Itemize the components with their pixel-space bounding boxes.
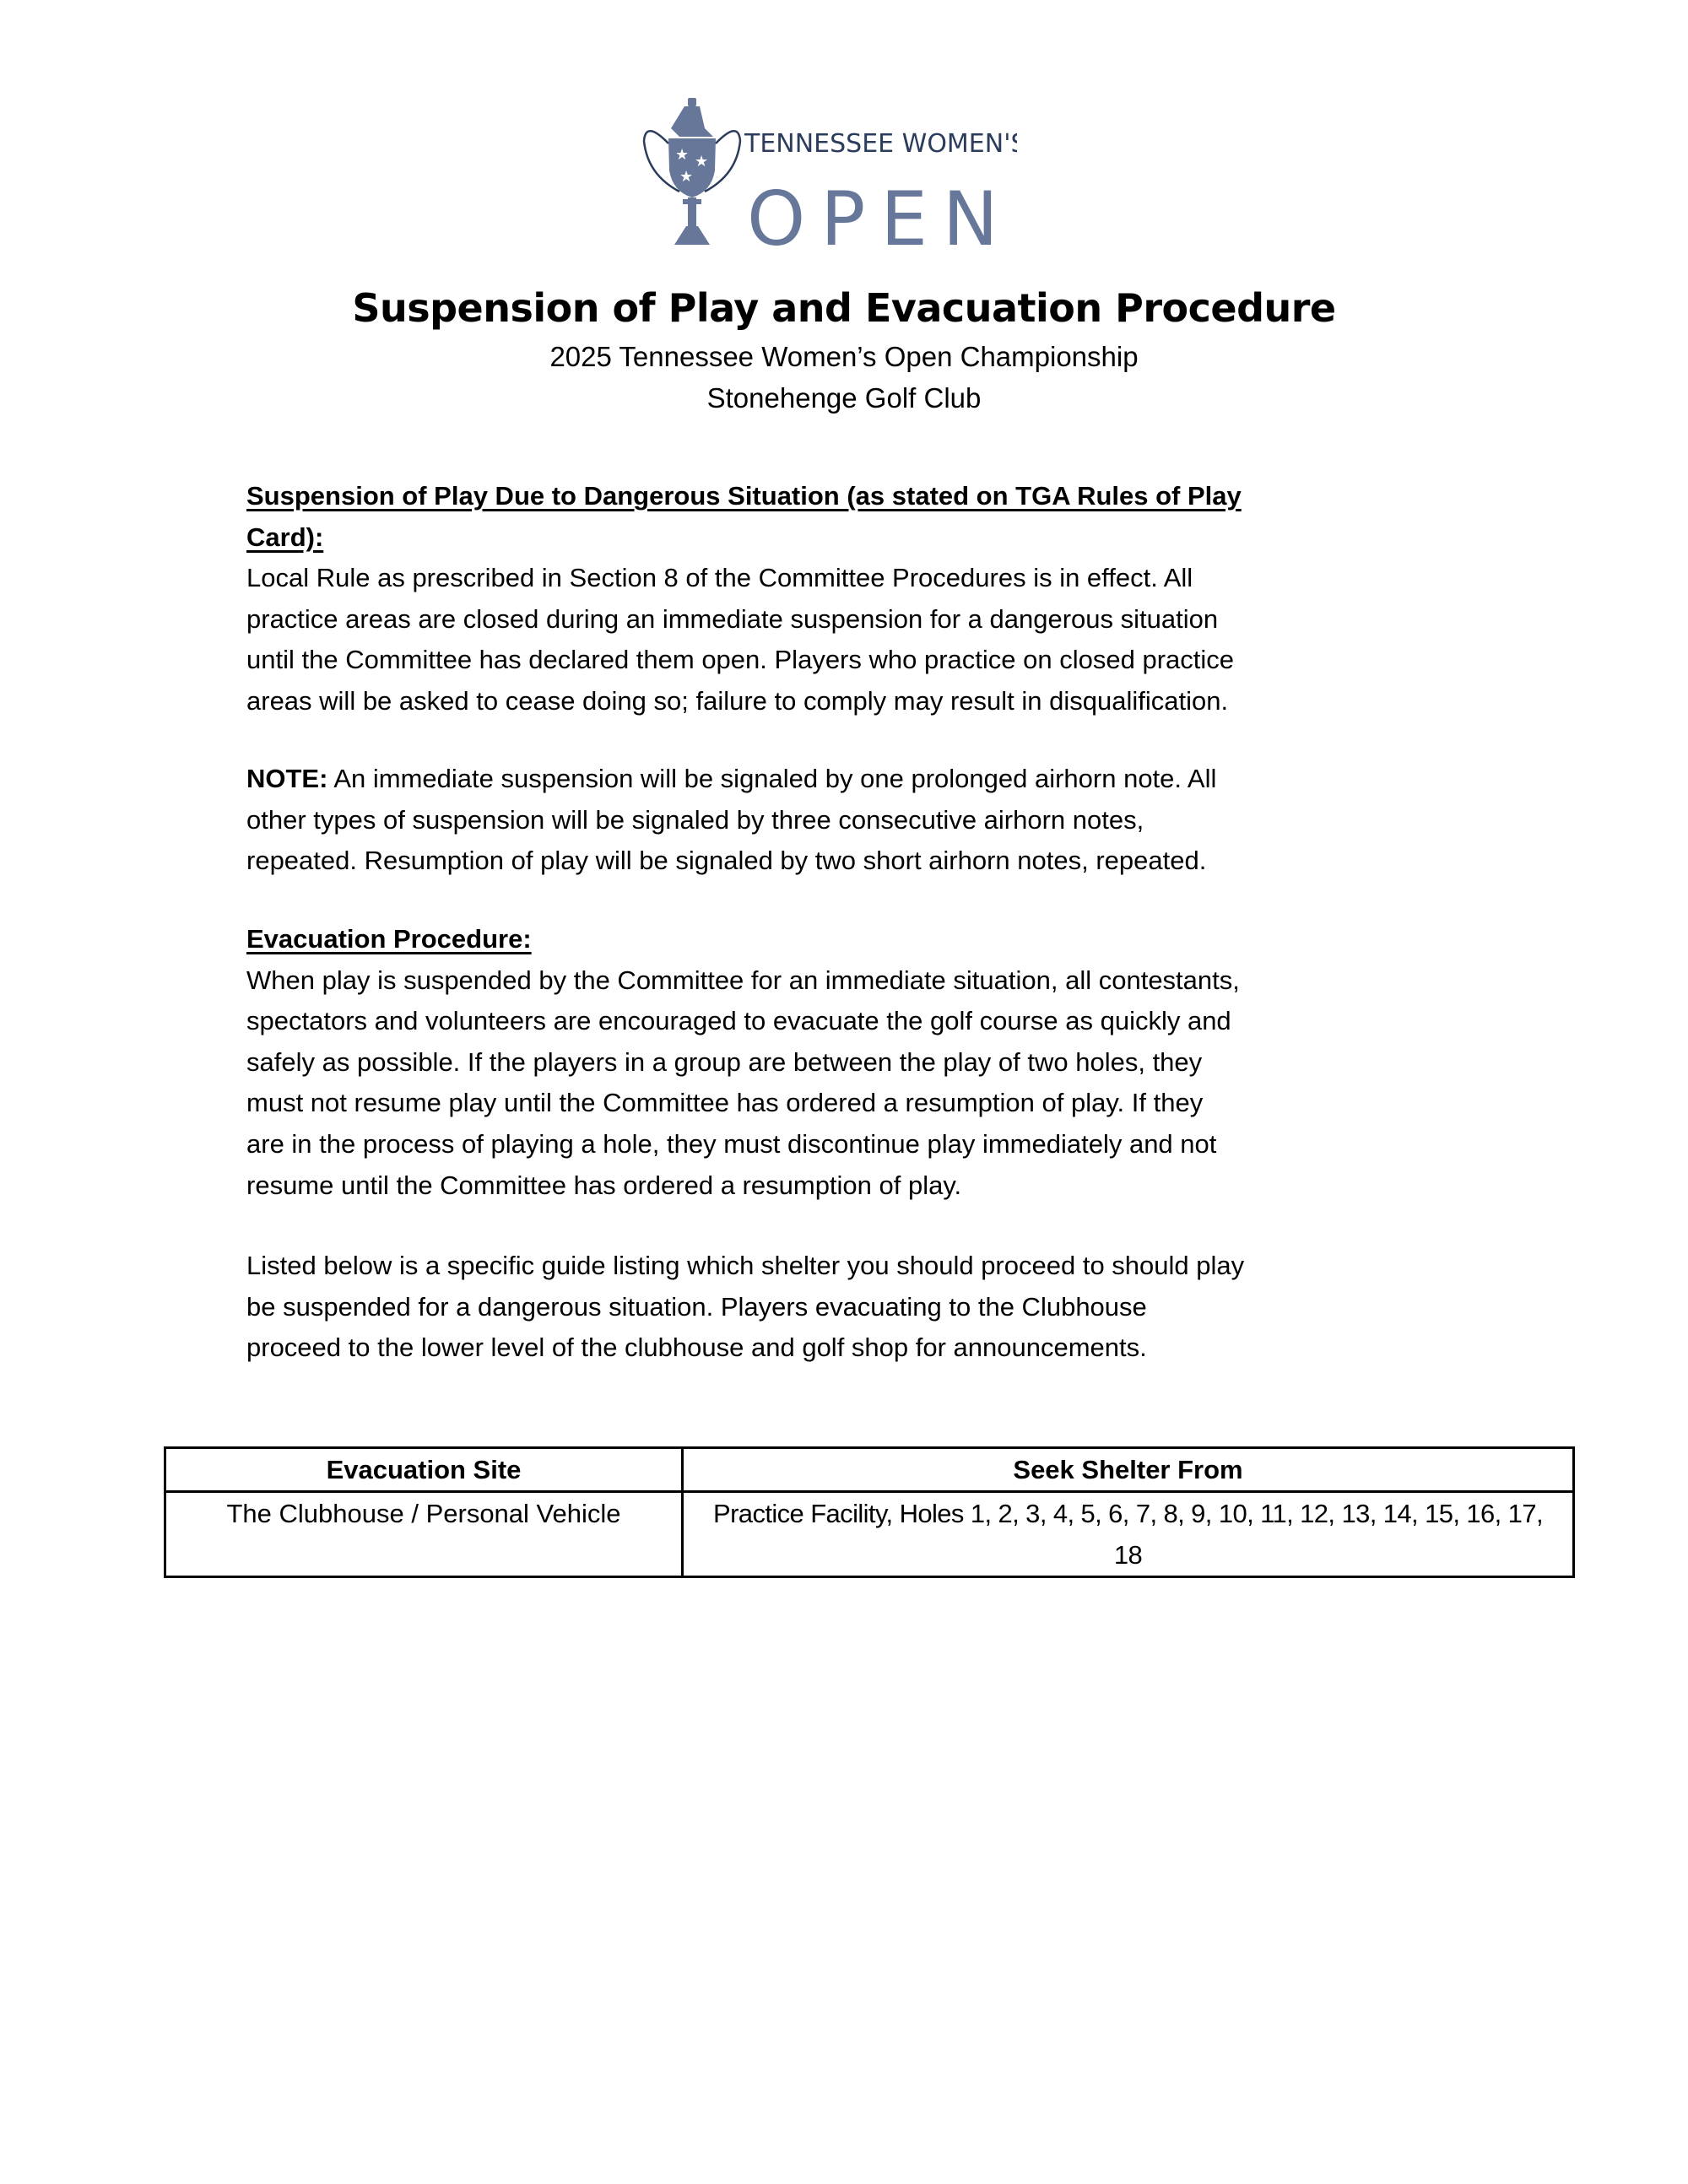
logo-tennessee-text: TENNESSEE WOMEN'S xyxy=(744,129,1017,159)
paragraph-line: An immediate suspension will be signaled by one prolonged airhorn note. All xyxy=(327,764,1217,793)
svg-text:★: ★ xyxy=(675,146,690,164)
evacuation-table xyxy=(164,1446,1575,1578)
paragraph-line: repeated. Resumption of play will be signaled by two short airhorn notes, repeated. xyxy=(246,846,1207,876)
paragraph-line: Local Rule as prescribed in Section 8 of the Committee Procedures is in effect. All xyxy=(246,563,1193,593)
paragraph-line: safely as possible. If the players in a group are between the play of two holes, they xyxy=(246,1046,1203,1077)
subtitle-venue: Stonehenge Golf Club xyxy=(706,382,982,414)
logo-open-text: OPEN xyxy=(747,176,1014,251)
paragraph-line: practice areas are closed during an immediate suspension for a dangerous situation xyxy=(246,603,1219,634)
note-section xyxy=(246,759,1512,882)
section-heading: Suspension of Play Due to Dangerous Situation (as stated on TGA Rules of Play xyxy=(246,481,1242,511)
paragraph-line: are in the process of playing a hole, they must discontinue play immediately and not xyxy=(246,1128,1217,1159)
seek-shelter-from-cell: Practice Facility, Holes 1, 2, 3, 4, 5, 6, 7, 8, 9, 10, 11, 12, 13, 14, 15, 16, 17, 18 xyxy=(683,1492,1574,1577)
table-header-row xyxy=(165,1448,1574,1492)
evacuation-site-cell: The Clubhouse / Personal Vehicle xyxy=(165,1492,683,1577)
shelter-guide-section xyxy=(246,1246,1512,1369)
paragraph-line: be suspended for a dangerous situation. Players evacuating to the Clubhouse xyxy=(246,1291,1147,1322)
subtitle-championship: 2025 Tennessee Women’s Open Championship xyxy=(549,341,1139,372)
page-title: Suspension of Play and Evacuation Procedure xyxy=(352,285,1336,331)
svg-text:★: ★ xyxy=(679,168,694,186)
tennessee-womens-open-logo xyxy=(637,95,1017,251)
section-heading: Evacuation Procedure: xyxy=(246,924,532,954)
section-heading: Card): xyxy=(246,522,324,552)
paragraph-line: When play is suspended by the Committee for an immediate situation, all contestants, xyxy=(246,965,1240,995)
table-row xyxy=(165,1492,1574,1577)
column-header-seek-shelter-from: Seek Shelter From xyxy=(683,1448,1574,1492)
paragraph-line: must not resume play until the Committee has ordered a resumption of play. If they xyxy=(246,1088,1204,1118)
paragraph-line: proceed to the lower level of the clubhouse and golf shop for announcements. xyxy=(246,1333,1147,1363)
paragraph-line: Listed below is a specific guide listing which shelter you should proceed to should play xyxy=(246,1251,1245,1280)
paragraph-line: areas will be asked to cease doing so; failure to comply may result in disqualification. xyxy=(246,685,1229,716)
column-header-evacuation-site: Evacuation Site xyxy=(165,1448,683,1492)
paragraph-line: until the Committee has declared them open. Players who practice on closed practice xyxy=(246,645,1234,675)
trophy-logo-icon xyxy=(637,95,1017,251)
paragraph-line: resume until the Committee has ordered a resumption of play. xyxy=(246,1170,962,1200)
paragraph-line: other types of suspension will be signaled by three consecutive airhorn notes, xyxy=(246,804,1144,835)
note-label: NOTE: xyxy=(246,764,328,793)
paragraph-line: spectators and volunteers are encouraged to evacuate the golf course as quickly and xyxy=(246,1006,1231,1036)
svg-text:★: ★ xyxy=(695,153,709,170)
evacuation-section xyxy=(246,919,1512,1206)
suspension-section xyxy=(246,476,1512,722)
